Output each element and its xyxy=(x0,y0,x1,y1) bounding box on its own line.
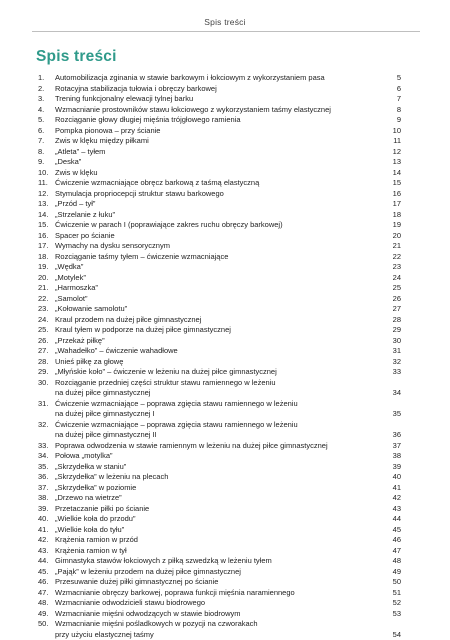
toc-entry-number: 37. xyxy=(38,483,55,494)
toc-entry-number: 28. xyxy=(38,357,55,368)
toc-entry-title-line: „Przód – tył” xyxy=(55,199,389,210)
toc-entry-page-number: 23 xyxy=(389,262,401,273)
toc-entry-page-number: 21 xyxy=(389,241,401,252)
toc-entry-title-line: Wzmacnianie prostowników stawu łokciowego z wykorzystaniem taśmy elastycznej xyxy=(55,105,389,116)
toc-entry-page-number: 31 xyxy=(389,346,401,357)
toc-entry-number: 20. xyxy=(38,273,55,284)
toc-entry-page-number: 42 xyxy=(389,493,401,504)
toc-entry[interactable] xyxy=(38,462,401,473)
toc-entry-title xyxy=(55,556,389,567)
toc-entry-title-line: Stymulacja propriocepcji struktur stawu barkowego xyxy=(55,189,389,200)
toc-entry-page-number: 51 xyxy=(389,588,401,599)
toc-list xyxy=(38,73,401,640)
toc-entry-page-number: 13 xyxy=(389,157,401,168)
toc-entry-number: 6. xyxy=(38,126,55,137)
toc-entry[interactable] xyxy=(38,420,401,441)
toc-entry-page-number: 16 xyxy=(389,189,401,200)
toc-entry-number: 43. xyxy=(38,546,55,557)
toc-entry[interactable] xyxy=(38,472,401,483)
toc-entry-page-number: 30 xyxy=(389,336,401,347)
toc-entry-page-number: 11 xyxy=(389,136,401,147)
toc-entry-title xyxy=(55,483,389,494)
toc-entry-title xyxy=(55,252,389,263)
toc-entry-title-line: „Strzelanie z łuku” xyxy=(55,210,389,221)
toc-entry[interactable] xyxy=(38,577,401,588)
toc-entry[interactable] xyxy=(38,619,401,640)
toc-entry[interactable] xyxy=(38,546,401,557)
toc-entry-number: 32. xyxy=(38,420,55,431)
toc-entry-number: 12. xyxy=(38,189,55,200)
toc-entry-title-line: Rozciąganie głowy długiej mięśnia trójgłowego ramienia xyxy=(55,115,389,126)
toc-entry-title xyxy=(55,535,389,546)
toc-entry-title-line: „Przekaż piłkę” xyxy=(55,336,389,347)
toc-entry-title-line: Połowa „motylka” xyxy=(55,451,389,462)
toc-entry-title-line: Spacer po ścianie xyxy=(55,231,389,242)
toc-entry[interactable] xyxy=(38,441,401,452)
toc-entry-number: 40. xyxy=(38,514,55,525)
toc-entry-page-number: 28 xyxy=(389,315,401,326)
toc-entry-title xyxy=(55,94,389,105)
toc-entry-title xyxy=(55,420,389,441)
toc-entry-title xyxy=(55,378,389,399)
toc-entry-number: 21. xyxy=(38,283,55,294)
toc-entry-title-line: Gimnastyka stawów łokciowych z piłką szwedzką w leżeniu tyłem xyxy=(55,556,389,567)
toc-entry-title-line: Wzmacnianie obręczy barkowej, poprawa funkcji mięśnia naramiennego xyxy=(55,588,389,599)
toc-entry-title-line: Rozciąganie przedniej części struktur stawu ramiennego w leżeniu xyxy=(55,378,389,389)
toc-entry-title-line: Rozciąganie taśmy tyłem – ćwiczenie wzmacniające xyxy=(55,252,389,263)
toc-entry[interactable] xyxy=(38,567,401,578)
toc-entry-title-line: „Harmoszka” xyxy=(55,283,389,294)
toc-entry[interactable] xyxy=(38,525,401,536)
toc-entry[interactable] xyxy=(38,84,401,95)
toc-entry-title-line: na dużej piłce gimnastycznej xyxy=(55,388,389,399)
toc-entry-number: 23. xyxy=(38,304,55,315)
toc-entry-title xyxy=(55,451,389,462)
toc-entry[interactable] xyxy=(38,231,401,242)
toc-entry-number: 25. xyxy=(38,325,55,336)
toc-entry-page-number: 36 xyxy=(389,430,401,441)
toc-entry-title-line: Kraul tyłem w podporze na dużej piłce gimnastycznej xyxy=(55,325,389,336)
toc-entry-title xyxy=(55,210,389,221)
toc-entry-number: 49. xyxy=(38,609,55,620)
toc-entry[interactable] xyxy=(38,147,401,158)
toc-entry-number: 1. xyxy=(38,73,55,84)
toc-entry-title-line: Ćwiczenie wzmacniające – poprawa zgięcia stawu ramiennego w leżeniu xyxy=(55,399,389,410)
toc-entry-title xyxy=(55,493,389,504)
toc-entry-title-line: na dużej piłce gimnastycznej II xyxy=(55,430,389,441)
toc-entry[interactable] xyxy=(38,346,401,357)
toc-entry[interactable] xyxy=(38,73,401,84)
toc-entry-number: 47. xyxy=(38,588,55,599)
toc-entry-page-number: 34 xyxy=(389,388,401,399)
toc-entry-page-number: 48 xyxy=(389,556,401,567)
toc-entry-page-number: 52 xyxy=(389,598,401,609)
toc-entry[interactable] xyxy=(38,241,401,252)
toc-entry-number: 7. xyxy=(38,136,55,147)
toc-entry-page-number: 44 xyxy=(389,514,401,525)
toc-entry-title xyxy=(55,84,389,95)
toc-entry-title-line: Rotacyjna stabilizacja tułowia i obręczy barkowej xyxy=(55,84,389,95)
toc-entry-page-number: 50 xyxy=(389,577,401,588)
toc-entry-number: 46. xyxy=(38,577,55,588)
toc-entry-page-number: 32 xyxy=(389,357,401,368)
toc-entry-title xyxy=(55,598,389,609)
toc-entry-number: 50. xyxy=(38,619,55,630)
toc-entry-page-number: 22 xyxy=(389,252,401,263)
toc-entry[interactable] xyxy=(38,367,401,378)
toc-entry-title-line: Przetaczanie piłki po ścianie xyxy=(55,504,389,515)
toc-entry-title-line: „Wędka” xyxy=(55,262,389,273)
toc-entry[interactable] xyxy=(38,535,401,546)
toc-entry-title-line: Wzmacnianie mięśni odwodzących w stawie biodrowym xyxy=(55,609,389,620)
toc-entry-title-line: Wzmacnianie mięśni pośladkowych w pozycji na czworakach xyxy=(55,619,389,630)
toc-entry-title xyxy=(55,567,389,578)
toc-entry-number: 10. xyxy=(38,168,55,179)
toc-entry-number: 22. xyxy=(38,294,55,305)
toc-entry-title-line: „Wielkie koła do tyłu” xyxy=(55,525,389,536)
toc-entry-number: 42. xyxy=(38,535,55,546)
toc-entry-title xyxy=(55,283,389,294)
toc-entry-title xyxy=(55,609,389,620)
toc-entry-title xyxy=(55,147,389,158)
toc-entry-title xyxy=(55,273,389,284)
toc-entry-title xyxy=(55,588,389,599)
toc-entry-title-line: Pompka pionowa – przy ścianie xyxy=(55,126,389,137)
toc-entry-title xyxy=(55,73,389,84)
toc-entry-title-line: Krążenia ramion w tył xyxy=(55,546,389,557)
toc-entry-number: 14. xyxy=(38,210,55,221)
toc-entry[interactable] xyxy=(38,357,401,368)
toc-entry-page-number: 25 xyxy=(389,283,401,294)
toc-entry-page-number: 9 xyxy=(389,115,401,126)
toc-entry-page-number: 54 xyxy=(389,630,401,640)
running-header: Spis treści xyxy=(0,17,450,27)
toc-entry-number: 41. xyxy=(38,525,55,536)
toc-entry[interactable] xyxy=(38,220,401,231)
toc-entry[interactable] xyxy=(38,598,401,609)
toc-entry-number: 3. xyxy=(38,94,55,105)
toc-entry[interactable] xyxy=(38,262,401,273)
toc-entry-page-number: 10 xyxy=(389,126,401,137)
toc-entry-title-line: Krążenia ramion w przód xyxy=(55,535,389,546)
toc-entry-number: 44. xyxy=(38,556,55,567)
toc-entry-title xyxy=(55,189,389,200)
toc-entry-number: 2. xyxy=(38,84,55,95)
toc-entry[interactable] xyxy=(38,378,401,399)
toc-entry[interactable] xyxy=(38,126,401,137)
toc-entry-number: 30. xyxy=(38,378,55,389)
toc-entry-title-line: Zwis w klęku między piłkami xyxy=(55,136,389,147)
toc-entry-title-line: Unieś piłkę za głowę xyxy=(55,357,389,368)
toc-entry-page-number: 38 xyxy=(389,451,401,462)
toc-entry-title xyxy=(55,231,389,242)
toc-entry-title-line: „Kołowanie samolotu” xyxy=(55,304,389,315)
toc-entry-page-number: 24 xyxy=(389,273,401,284)
toc-entry-title xyxy=(55,441,389,452)
toc-entry-page-number: 17 xyxy=(389,199,401,210)
toc-entry-number: 13. xyxy=(38,199,55,210)
toc-entry-page-number: 41 xyxy=(389,483,401,494)
toc-entry-title-line: „Pająk” w leżeniu przodem na dużej piłce gimnastycznej xyxy=(55,567,389,578)
toc-entry-page-number: 14 xyxy=(389,168,401,179)
toc-entry-number: 11. xyxy=(38,178,55,189)
toc-entry-title-line: Automobilizacja zginania w stawie barkowym i łokciowym z wykorzystaniem pasa xyxy=(55,73,389,84)
toc-entry[interactable] xyxy=(38,157,401,168)
toc-entry-title-line: „Atleta” – tyłem xyxy=(55,147,389,158)
toc-entry-page-number: 26 xyxy=(389,294,401,305)
toc-entry-title xyxy=(55,357,389,368)
toc-entry-number: 35. xyxy=(38,462,55,473)
toc-entry-page-number: 43 xyxy=(389,504,401,515)
toc-entry-title xyxy=(55,157,389,168)
toc-entry-title xyxy=(55,325,389,336)
toc-entry-page-number: 20 xyxy=(389,231,401,242)
toc-entry[interactable] xyxy=(38,588,401,599)
toc-entry[interactable] xyxy=(38,178,401,189)
toc-entry-title-line: przy użyciu elastycznej taśmy xyxy=(55,630,389,640)
toc-entry-page-number: 27 xyxy=(389,304,401,315)
toc-entry-page-number: 19 xyxy=(389,220,401,231)
toc-entry-title-line: „Wielkie koła do przodu” xyxy=(55,514,389,525)
toc-entry-title-line: „Wahadełko” – ćwiczenie wahadłowe xyxy=(55,346,389,357)
toc-entry[interactable] xyxy=(38,493,401,504)
toc-entry-number: 9. xyxy=(38,157,55,168)
toc-entry-number: 24. xyxy=(38,315,55,326)
toc-entry[interactable] xyxy=(38,105,401,116)
toc-entry-title xyxy=(55,504,389,515)
toc-entry-page-number: 47 xyxy=(389,546,401,557)
toc-entry-number: 8. xyxy=(38,147,55,158)
toc-entry-number: 31. xyxy=(38,399,55,410)
toc-entry-page-number: 12 xyxy=(389,147,401,158)
toc-entry-title xyxy=(55,105,389,116)
toc-entry-title-line: „Motylek” xyxy=(55,273,389,284)
toc-entry[interactable] xyxy=(38,210,401,221)
toc-entry-title-line: Wzmacnianie odwodzicieli stawu biodrowego xyxy=(55,598,389,609)
toc-entry-title-line: „Skrzydełka w staniu” xyxy=(55,462,389,473)
toc-entry-title-line: „Drzewo na wietrze” xyxy=(55,493,389,504)
toc-entry-page-number: 49 xyxy=(389,567,401,578)
toc-entry-title-line: na dużej piłce gimnastycznej I xyxy=(55,409,389,420)
toc-entry-title-line: Przesuwanie dużej piłki gimnastycznej po ścianie xyxy=(55,577,389,588)
toc-entry-page-number: 39 xyxy=(389,462,401,473)
toc-entry[interactable] xyxy=(38,273,401,284)
toc-entry-title xyxy=(55,115,389,126)
toc-entry-title xyxy=(55,514,389,525)
toc-entry-number: 4. xyxy=(38,105,55,116)
toc-entry-number: 18. xyxy=(38,252,55,263)
toc-entry-title xyxy=(55,262,389,273)
toc-entry-number: 34. xyxy=(38,451,55,462)
toc-entry-title xyxy=(55,178,389,189)
toc-entry[interactable] xyxy=(38,514,401,525)
toc-entry-title xyxy=(55,399,389,420)
toc-entry-title xyxy=(55,472,389,483)
toc-entry[interactable] xyxy=(38,325,401,336)
toc-entry[interactable] xyxy=(38,94,401,105)
toc-entry-title xyxy=(55,462,389,473)
toc-entry-number: 39. xyxy=(38,504,55,515)
toc-entry-number: 5. xyxy=(38,115,55,126)
toc-entry-number: 45. xyxy=(38,567,55,578)
toc-entry-title xyxy=(55,525,389,536)
toc-entry-title-line: Ćwiczenie w parach I (poprawiające zakres ruchu obręczy barkowej) xyxy=(55,220,389,231)
toc-entry[interactable] xyxy=(38,294,401,305)
toc-entry-title xyxy=(55,346,389,357)
toc-entry-title xyxy=(55,367,389,378)
toc-entry[interactable] xyxy=(38,115,401,126)
toc-entry-title xyxy=(55,199,389,210)
toc-entry-title xyxy=(55,619,389,640)
toc-entry-title-line: Poprawa odwodzenia w stawie ramiennym w leżeniu na dużej piłce gimnastycznej xyxy=(55,441,389,452)
toc-entry-page-number: 8 xyxy=(389,105,401,116)
toc-entry-page-number: 5 xyxy=(389,73,401,84)
toc-entry[interactable] xyxy=(38,609,401,620)
toc-entry-title-line: Kraul przodem na dużej piłce gimnastycznej xyxy=(55,315,389,326)
toc-entry-number: 36. xyxy=(38,472,55,483)
toc-entry-title xyxy=(55,136,389,147)
toc-entry-number: 15. xyxy=(38,220,55,231)
toc-entry-title xyxy=(55,294,389,305)
toc-entry[interactable] xyxy=(38,199,401,210)
toc-entry-page-number: 40 xyxy=(389,472,401,483)
toc-entry[interactable] xyxy=(38,556,401,567)
toc-entry-title-line: Wymachy na dysku sensorycznym xyxy=(55,241,389,252)
toc-entry[interactable] xyxy=(38,304,401,315)
toc-entry-number: 38. xyxy=(38,493,55,504)
toc-entry[interactable] xyxy=(38,189,401,200)
toc-entry-title xyxy=(55,546,389,557)
toc-entry[interactable] xyxy=(38,483,401,494)
toc-entry-title-line: Ćwiczenie wzmacniające obręcz barkową z taśmą elastyczną xyxy=(55,178,389,189)
toc-entry-number: 29. xyxy=(38,367,55,378)
toc-entry-title xyxy=(55,241,389,252)
toc-entry-number: 17. xyxy=(38,241,55,252)
toc-entry-page-number: 45 xyxy=(389,525,401,536)
toc-entry-title-line: „Deska” xyxy=(55,157,389,168)
toc-entry-number: 33. xyxy=(38,441,55,452)
toc-entry-title xyxy=(55,168,389,179)
toc-entry-page-number: 33 xyxy=(389,367,401,378)
toc-entry[interactable] xyxy=(38,136,401,147)
toc-entry[interactable] xyxy=(38,336,401,347)
toc-entry-title-line: „Skrzydełka” w leżeniu na plecach xyxy=(55,472,389,483)
toc-entry-title xyxy=(55,336,389,347)
toc-title: Spis treści xyxy=(36,48,117,66)
toc-entry[interactable] xyxy=(38,252,401,263)
toc-entry-number: 19. xyxy=(38,262,55,273)
toc-entry-page-number: 6 xyxy=(389,84,401,95)
toc-entry-number: 48. xyxy=(38,598,55,609)
toc-entry-page-number: 53 xyxy=(389,609,401,620)
toc-entry-title xyxy=(55,220,389,231)
toc-entry-title xyxy=(55,126,389,137)
toc-entry-title-line: Zwis w klęku xyxy=(55,168,389,179)
toc-entry-page-number: 29 xyxy=(389,325,401,336)
toc-entry-title xyxy=(55,304,389,315)
toc-entry-title-line: „Samolot” xyxy=(55,294,389,305)
toc-entry[interactable] xyxy=(38,283,401,294)
toc-entry-title xyxy=(55,577,389,588)
toc-entry[interactable] xyxy=(38,315,401,326)
toc-entry-page-number: 15 xyxy=(389,178,401,189)
toc-entry-number: 27. xyxy=(38,346,55,357)
toc-entry-title-line: „Skrzydełka” w poziomie xyxy=(55,483,389,494)
toc-entry-page-number: 18 xyxy=(389,210,401,221)
toc-entry-title-line: Trening funkcjonalny elewacji tylnej barku xyxy=(55,94,389,105)
toc-entry[interactable] xyxy=(38,451,401,462)
toc-entry-page-number: 7 xyxy=(389,94,401,105)
toc-entry-page-number: 37 xyxy=(389,441,401,452)
toc-entry[interactable] xyxy=(38,504,401,515)
toc-entry-number: 16. xyxy=(38,231,55,242)
toc-entry-page-number: 35 xyxy=(389,409,401,420)
toc-entry[interactable] xyxy=(38,399,401,420)
toc-entry-title-line: Ćwiczenie wzmacniające – poprawa zgięcia stawu ramiennego w leżeniu xyxy=(55,420,389,431)
toc-entry-page-number: 46 xyxy=(389,535,401,546)
toc-entry-title xyxy=(55,315,389,326)
toc-entry[interactable] xyxy=(38,168,401,179)
toc-entry-number: 26. xyxy=(38,336,55,347)
header-divider xyxy=(32,31,420,32)
toc-entry-title-line: „Młyńskie koło” – ćwiczenie w leżeniu na dużej piłce gimnastycznej xyxy=(55,367,389,378)
